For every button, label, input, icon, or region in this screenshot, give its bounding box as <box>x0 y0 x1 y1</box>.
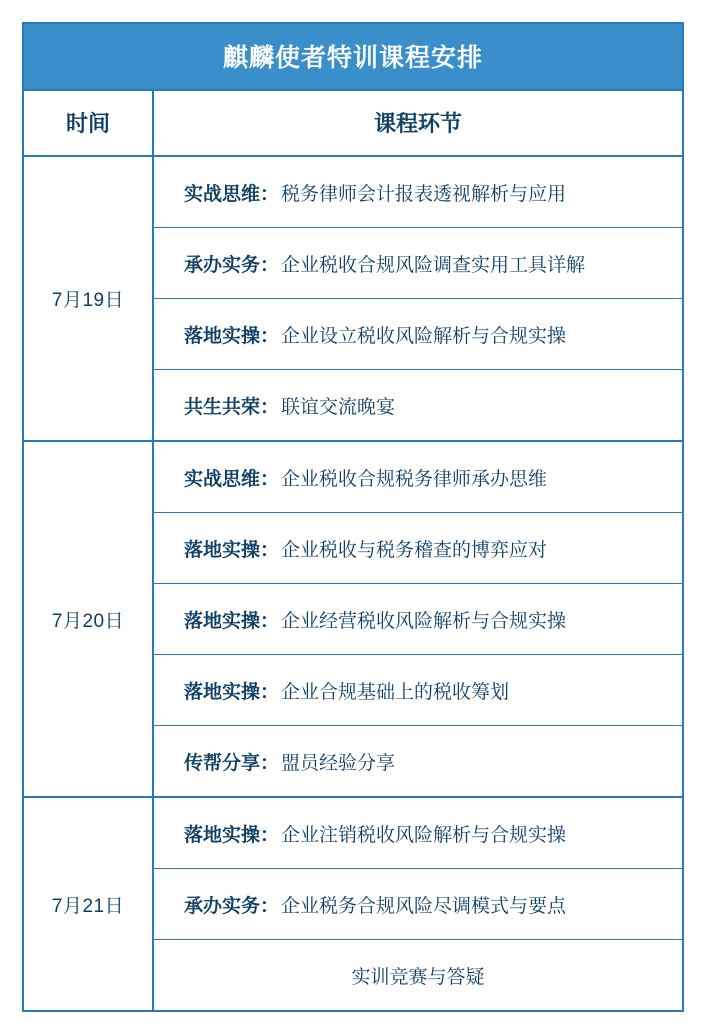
session-desc: 企业设立税收风险解析与合规实操 <box>281 325 567 347</box>
session-separator: ： <box>260 254 280 276</box>
session-cell <box>153 370 683 442</box>
session-desc: 企业合规基础上的税收筹划 <box>281 681 510 703</box>
session-separator: ： <box>260 539 280 561</box>
session-cell <box>153 797 683 869</box>
session-cell <box>153 441 683 513</box>
session-tag: 落地实操 <box>184 824 261 846</box>
session-desc: 盟员经验分享 <box>281 752 396 774</box>
session-separator: ： <box>260 824 280 846</box>
column-header-session: 课程环节 <box>153 90 683 156</box>
session-desc: 税务律师会计报表透视解析与应用 <box>281 183 567 205</box>
session-cell <box>153 655 683 726</box>
session-desc: 企业注销税收风险解析与合规实操 <box>281 824 567 846</box>
session-separator: ： <box>260 610 280 632</box>
session-tag: 承办实务 <box>184 254 261 276</box>
session-tag: 共生共荣 <box>184 396 261 418</box>
date-cell-1: 7月19日 <box>23 156 153 441</box>
session-tag: 传帮分享 <box>184 752 261 774</box>
session-cell <box>153 584 683 655</box>
session-cell <box>153 228 683 299</box>
page-title: 麒麟使者特训课程安排 <box>23 23 683 90</box>
session-cell <box>153 299 683 370</box>
session-tag: 实战思维 <box>184 183 261 205</box>
session-desc: 企业税收合规税务律师承办思维 <box>281 468 548 490</box>
session-cell <box>153 869 683 940</box>
table-title-row <box>23 23 683 90</box>
session-desc: 实训竞赛与答疑 <box>351 966 485 988</box>
session-desc: 联谊交流晚宴 <box>281 396 396 418</box>
session-cell <box>153 513 683 584</box>
session-tag: 落地实操 <box>184 610 261 632</box>
session-separator: ： <box>260 895 280 917</box>
session-tag: 落地实操 <box>184 681 261 703</box>
session-tag: 承办实务 <box>184 895 261 917</box>
session-separator: ： <box>260 468 280 490</box>
session-desc: 企业税务合规风险尽调模式与要点 <box>281 895 567 917</box>
session-desc: 企业经营税收风险解析与合规实操 <box>281 610 567 632</box>
column-header-time: 时间 <box>23 90 153 156</box>
table-row <box>23 156 683 228</box>
session-tag: 实战思维 <box>184 468 261 490</box>
session-cell <box>153 940 683 1012</box>
table-header-row <box>23 90 683 156</box>
session-desc: 企业税收与税务稽查的博弈应对 <box>281 539 548 561</box>
table-row <box>23 441 683 513</box>
date-cell-2: 7月20日 <box>23 441 153 797</box>
session-separator: ： <box>260 681 280 703</box>
course-schedule-table <box>22 22 684 1012</box>
session-desc: 企业税收合规风险调查实用工具详解 <box>281 254 586 276</box>
date-cell-3: 7月21日 <box>23 797 153 1011</box>
session-cell <box>153 156 683 228</box>
session-cell <box>153 726 683 798</box>
session-separator: ： <box>260 183 280 205</box>
session-separator: ： <box>260 325 280 347</box>
session-tag: 落地实操 <box>184 325 261 347</box>
table-row <box>23 797 683 869</box>
session-tag: 落地实操 <box>184 539 261 561</box>
session-separator: ： <box>260 752 280 774</box>
session-separator: ： <box>260 396 280 418</box>
